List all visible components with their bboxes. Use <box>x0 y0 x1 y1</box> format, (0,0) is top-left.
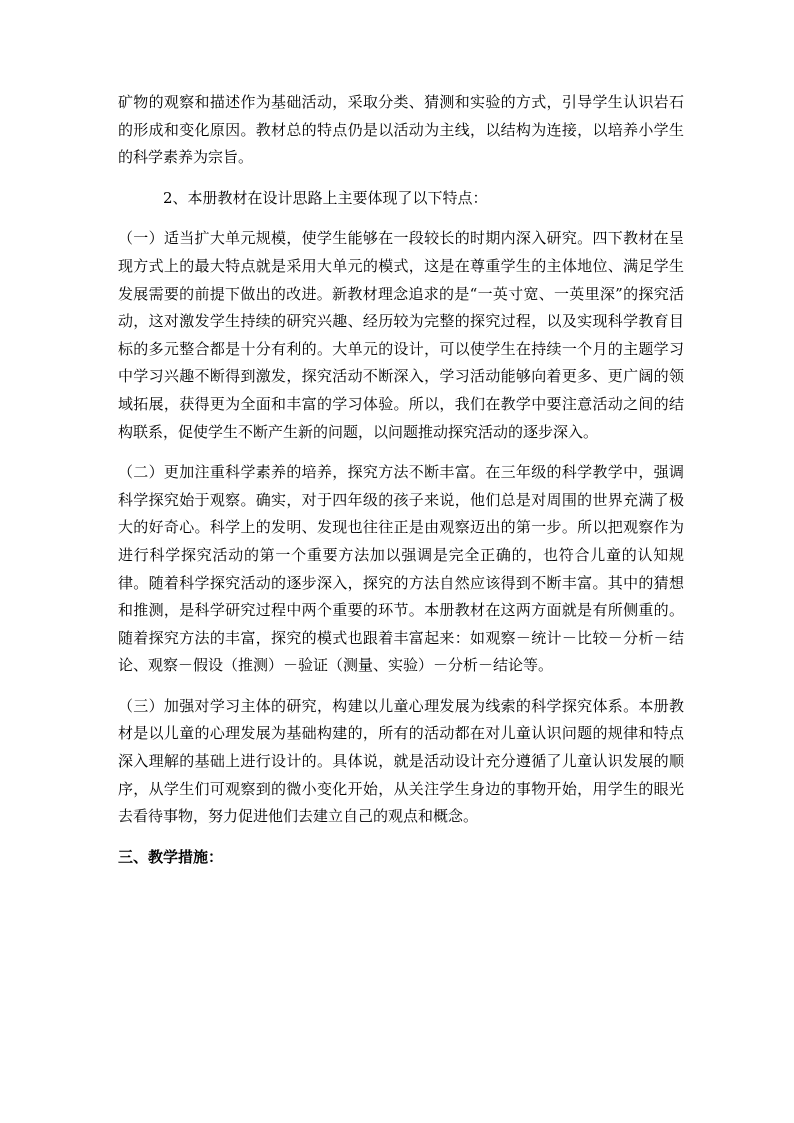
paragraph-design-features-intro: 2、本册教材在设计思路上主要体现了以下特点： <box>163 188 488 207</box>
document-page <box>118 89 684 871</box>
paragraph-feature-one: （一）适当扩大单元规模，使学生能够在一段较长的时期内深入研究。四下教材在呈现方式上的最大特点就是采用大单元的模式，这是在尊重学生的主体地位、满足学生发展需要的前提下做出的改进。新教材理念追求的是“一英寸宽、一英里深”的探究活动，这对激发学生持续的研究兴趣、经历较为完整的探究过程，以及实现科学教育目标的多元整合都是十分有利的。大单元的设计，可以使学生在持续一个月的主题学习中学习兴趣不断得到激发，探究活动不断深入，学习活动能够向着更多、更广阔的领域拓展，获得更为全面和丰富的学习体验。所以，我们在教学中要注意活动之间的结构联系，促使学生不断产生新的问题，以问题推动探究活动的逐步深入。 <box>118 229 684 441</box>
paragraph-feature-two: （二）更加注重科学素养的培养，探究方法不断丰富。在三年级的科学教学中，强调科学探究始于观察。确实，对于四年级的孩子来说，他们总是对周围的世界充满了极大的好奇心。科学上的发明、发现也往往正是由观察迈出的第一步。所以把观察作为进行科学探究活动的第一个重要方法加以强调是完全正确的，也符合儿童的认知规律。随着科学探究活动的逐步深入，探究的方法自然应该得到不断丰富。其中的猜想和推测，是科学研究过程中两个重要的环节。本册教材在这两方面就是有所侧重的。随着探究方法的丰富，探究的模式也跟着丰富起来：如观察－统计－比较－分析－结论、观察－假设（推测）－验证（测量、实验）－分析－结论等。 <box>118 463 684 675</box>
section-heading-teaching-measures: 三、教学措施： <box>118 847 224 866</box>
paragraph-feature-three: （三）加强对学习主体的研究，构建以儿童心理发展为线索的科学探究体系。本册教材是以儿童的心理发展为基础构建的，所有的活动都在对儿童认识问题的规律和特点深入理解的基础上进行设计的。具体说，就是活动设计充分遵循了儿童认识发展的顺序，从学生们可观察到的微小变化开始，从关注学生身边的事物开始，用学生的眼光去看待事物，努力促进他们去建立自己的观点和概念。 <box>118 696 684 826</box>
paragraph-rock-formation: 矿物的观察和描述作为基础活动，采取分类、猜测和实验的方式，引导学生认识岩石的形成和变化原因。教材总的特点仍是以活动为主线，以结构为连接，以培养小学生的科学素养为宗旨。 <box>118 93 684 167</box>
